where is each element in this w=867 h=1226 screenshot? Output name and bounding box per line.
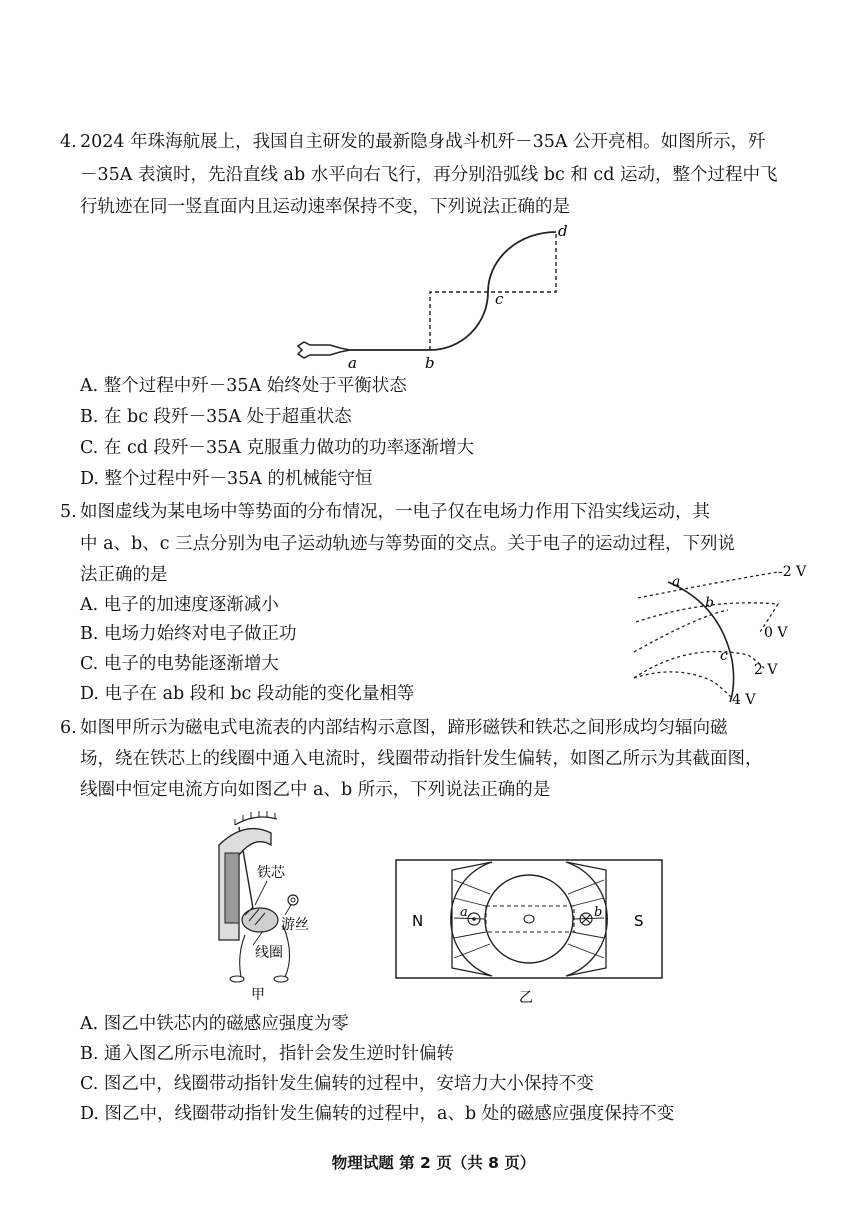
- equipotential-figure: [628, 560, 828, 710]
- q6-option-c: C. 图乙中，线圈带动指针发生偏转的过程中，安培力大小保持不变: [80, 1074, 594, 1094]
- coil-label: 线圈: [255, 945, 283, 961]
- q6-line-1: 6. 如图甲所示为磁电式电流表的内部结构示意图，蹄形磁铁和铁芯之间形成均匀辐向磁: [60, 718, 728, 738]
- q5-line-1: 5. 如图虚线为某电场中等势面的分布情况，一电子仅在电场力作用下沿实线运动，其: [60, 502, 710, 522]
- label-b: b: [594, 905, 603, 920]
- q5-option-a: A. 电子的加速度逐渐减小: [80, 595, 279, 615]
- q5-option-b: B. 电场力始终对电子做正功: [80, 624, 297, 644]
- q5-line-3: 法正确的是: [80, 565, 168, 585]
- potential-label-3: 2 V: [754, 662, 778, 678]
- page-footer: 物理试题 第 2 页（共 8 页）: [331, 1154, 536, 1172]
- core-label: 铁芯: [257, 865, 285, 881]
- label-b: b: [425, 354, 435, 372]
- pole-n-label: N: [412, 912, 424, 930]
- q5-option-c: C. 电子的电势能逐渐增大: [80, 654, 279, 674]
- potential-label-4: 4 V: [732, 692, 756, 708]
- q6-option-b: B. 通入图乙所示电流时，指针会发生逆时针偏转: [80, 1044, 454, 1064]
- q4-option-d: D. 整个过程中歼－35A 的机械能守恒: [80, 469, 373, 489]
- q5-option-d: D. 电子在 ab 段和 bc 段动能的变化量相等: [80, 684, 415, 704]
- q6-option-d: D. 图乙中，线圈带动指针发生偏转的过程中，a、b 处的磁感应强度保持不变: [80, 1104, 675, 1124]
- q6-line-2: 场，绕在铁芯上的线圈中通入电流时，线圈带动指针发生偏转，如图乙所示为其截面图，: [80, 749, 763, 769]
- q4-option-c: C. 在 cd 段歼－35A 克服重力做功的功率逐渐增大: [80, 438, 474, 458]
- spring-icon: [288, 895, 298, 905]
- potential-label-1: -2 V: [778, 564, 807, 580]
- jet-trajectory-figure: [290, 222, 580, 372]
- label-b: b: [705, 595, 714, 611]
- q4-option-b: B. 在 bc 段歼－35A 处于超重状态: [80, 407, 352, 427]
- pole-s-label: S: [634, 912, 644, 930]
- galvanometer-structure-figure: [205, 805, 315, 1005]
- potential-label-2: 0 V: [764, 625, 788, 641]
- q4-line-3: 行轨迹在同一竖直面内且运动速率保持不变，下列说法正确的是: [80, 197, 570, 217]
- galvanometer-cross-section-figure: [394, 858, 664, 1008]
- label-a: a: [348, 354, 357, 372]
- q4-line-2: －35A 表演时，先沿直线 ab 水平向右飞行，再分别沿弧线 bc 和 cd 运动，整个过程中飞: [80, 165, 778, 185]
- q6-option-a: A. 图乙中铁芯内的磁感应强度为零: [80, 1014, 349, 1034]
- spring-label: 游丝: [281, 917, 309, 933]
- fig-yi-caption: 乙: [519, 990, 533, 1006]
- label-d: d: [558, 222, 568, 240]
- q5-line-2: 中 a、b、c 三点分别为电子运动轨迹与等势面的交点。关于电子的运动过程，下列说: [80, 534, 736, 554]
- label-a: a: [672, 574, 681, 590]
- label-c: c: [720, 648, 728, 664]
- q4-line-1: 4. 2024 年珠海航展上，我国自主研发的最新隐身战斗机歼－35A 公开亮相。如图所示，歼: [60, 132, 766, 152]
- fig-jia-caption: 甲: [251, 987, 265, 1003]
- q6-line-3: 线圈中恒定电流方向如图乙中 a、b 所示，下列说法正确的是: [80, 780, 551, 800]
- q4-option-a: A. 整个过程中歼－35A 始终处于平衡状态: [80, 376, 407, 396]
- label-c: c: [495, 290, 504, 308]
- jet-icon: [298, 342, 350, 358]
- label-a: a: [460, 905, 468, 920]
